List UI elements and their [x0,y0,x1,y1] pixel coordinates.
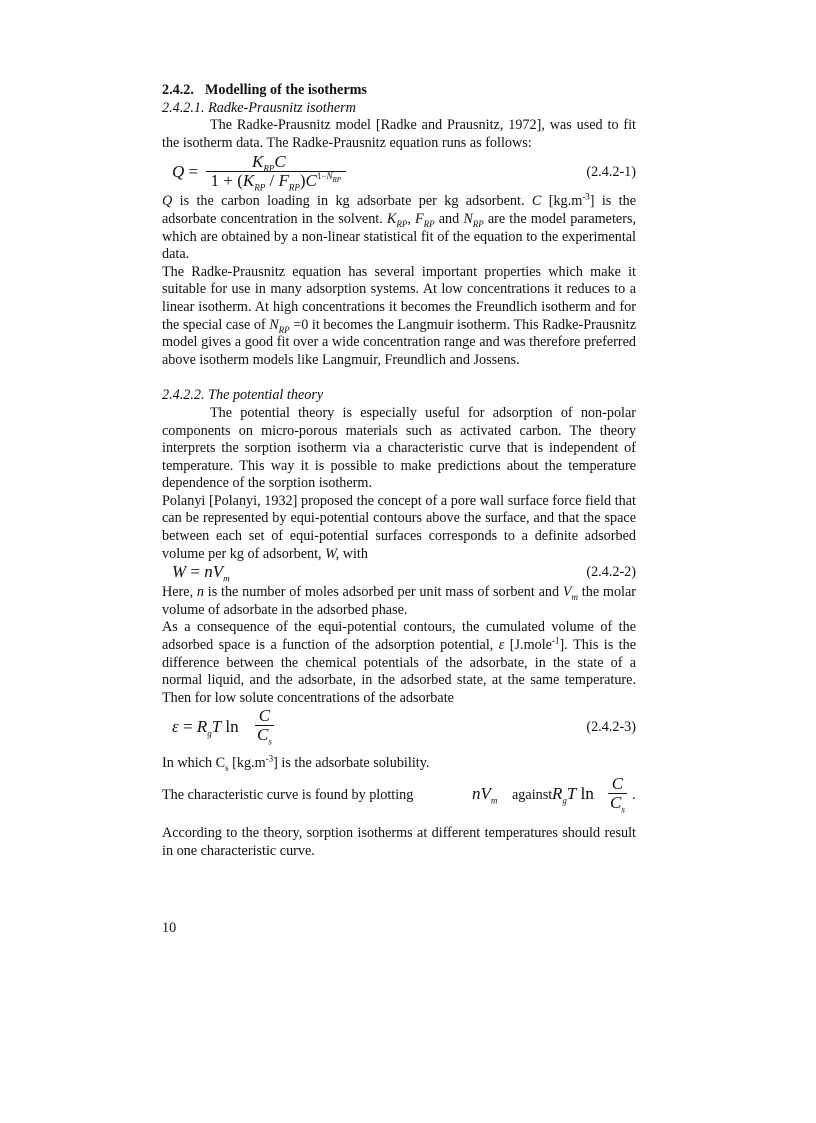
subsection-heading-potential-theory: 2.4.2.2. The potential theory [162,387,324,404]
paragraph-potential-theory: The potential theory is especially useful for adsorption of non-polar components on micro-porous materials such as activated carbon. The theory interprets the sorption isotherm via a characteristic curve that is independent of temperature. This way it is possible to make predictions about the temperature dependence of the sorption isotherm. [162,404,636,492]
equation-2-4-2-1: Q = $K_{RP}C$ $1 + (K_{RP} / F_{RP})C^{1-N_{RP}}$ (2.4.2-1) [172,152,636,193]
paragraph-conclusion: According to the theory, sorption isotherms at different temperatures should result in one characteristic curve. [162,825,636,859]
page-number: 10 [162,920,177,936]
equation-2-4-2-2: $W = nV_m$ (2.4.2-2) [172,562,636,584]
paragraph-properties: The Radke-Prausnitz equation has several important properties which make it suitable for use in many adsorption systems. At low concentrations it reduces to a linear isotherm. At high concentrations it becomes the Freundlich isotherm and for the special case of $N_{RP} =0$ it becomes the Langmuir isotherm. This Radke-Prausnitz model gives a good fit over a wide concentration range and was therefore preferred above isotherm models like Langmuir, Freundlich and Jossens. [162,263,636,368]
equation-number: (2.4.2-1) [586,164,636,181]
paragraph-adsorption-potential: As a consequence of the equi-potential contours, the cumulated volume of the adsorbed space is a function of the adsorption potential, ε [J.mole$^{-1}$]. This is the difference between the chemical potentials of the adsorbate, in the state of a normal liquid, and the adsorbate, in the adsorbed state, at the same temperature. Then for low solute concentrations of the adsorbate [162,619,636,706]
paragraph-solubility: In which $C_s$ $[kg.m^{-3}]$ is the adsorbate solubility. [162,753,430,774]
paragraph-moles: Here, n is the number of moles adsorbed per unit mass of sorbent and $V_m$ the molar volume of adsorbate in the adsorbed phase. [162,584,637,618]
paragraph-polanyi: Polanyi [Polanyi, 1932] proposed the concept of a pore wall surface force field that can be represented by equi-potential contours above the surface, and that the space between each set of equi-potential surfaces corresponds to a definite adsorbed volume per kg of adsorbent, W, with [162,492,636,562]
paragraph-definitions: Q is the carbon loading in kg adsorbate per kg adsorbent. C $[kg.m^{-3}]$ is the adsorbate concentration in the solvent. $K_{RP}$, $F_{RP}$ and $N_{RP}$ are the model parameters, which are obtained by a non-linear statistical fit of the equation to the experimental data. [162,191,637,263]
content [162,82,636,860]
section-heading: 2.4.2. Modelling of the isotherms [162,82,367,98]
paragraph-characteristic-curve: The characteristic curve is found by plotting $nV_m$ against $R_gT$ ln $\frac{C}{C_s}$ . [162,774,636,814]
paragraph-intro: The Radke-Prausnitz model [Radke and Prausnitz, 1972], was used to fit the isotherm data. The Radke-Prausnitz equation runs as follows: [162,117,636,151]
equation-number: (2.4.2-2) [586,564,636,581]
equation-2-4-2-3: $\varepsilon = R_gT$ ln $\frac{C}{C_s}$ (2.4.2-3) [172,706,636,747]
subsection-heading-radke-prausnitz: 2.4.2.1. Radke-Prausnitz isotherm [162,99,356,116]
equation-number: (2.4.2-3) [586,719,636,736]
